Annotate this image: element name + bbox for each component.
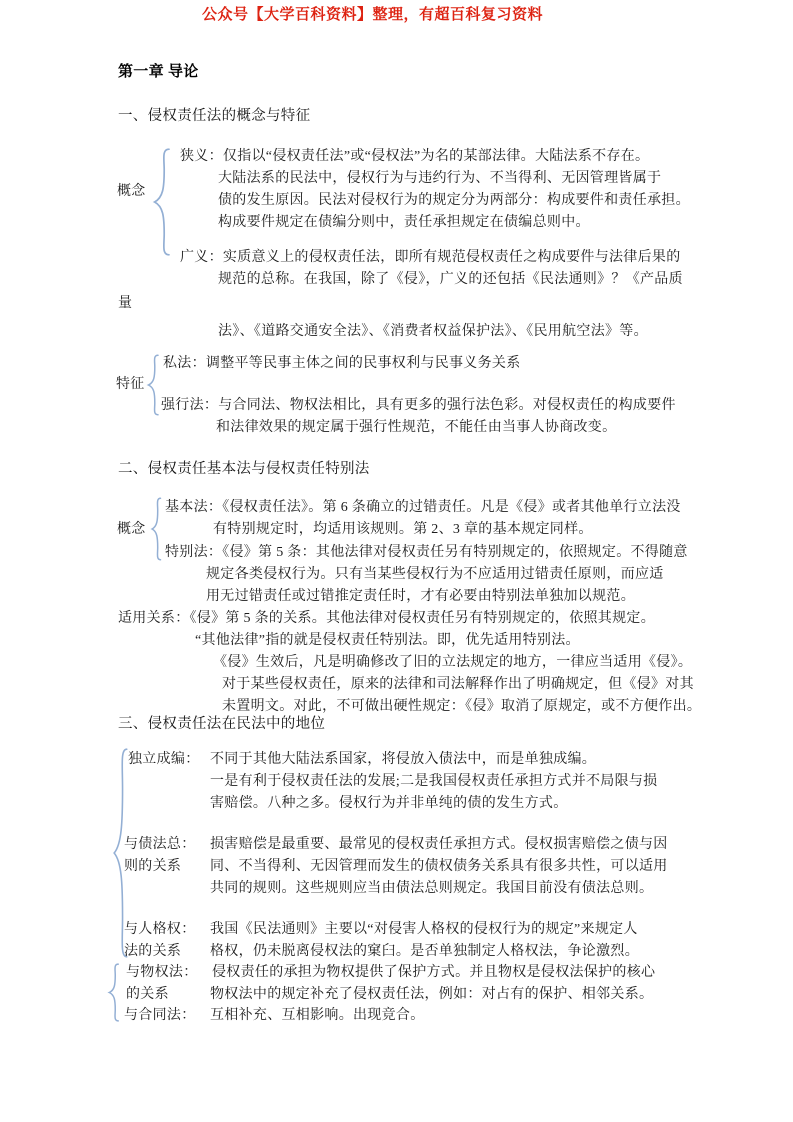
mandatory-line-1: 强行法：与合同法、物权法相比，具有更多的强行法色彩。对侵权责任的构成要件 (161, 398, 676, 413)
narrow-line-1: 狭义：仅指以“侵权责任法”或“侵权法”为名的某部法律。大陆法系不存在。 (180, 149, 650, 164)
broad-line-1: 广义：实质意义上的侵权责任法，即所有规范侵权责任之构成要件与法律后果的 (180, 250, 681, 265)
chapter-title: 第一章 导论 (118, 64, 199, 80)
mandatory-line-2: 和法律效果的规定属于强行性规范，不能任由当事人协商改变。 (216, 420, 617, 435)
banner-text: 公众号【大学百科资料】整理，有超百科复习资料 (202, 7, 544, 23)
narrow-line-2: 大陆法系的民法中，侵权行为与违约行为、不当得利、无因管理皆属于 (218, 171, 662, 186)
curly-brace-feature (146, 354, 162, 416)
basic-law-line-1: 基本法：《侵权责任法》。第 6 条确立的过错责任。凡是《侵》或者其他单行立法没 (165, 500, 681, 515)
application-line-1: 适用关系：《侵》第 5 条的关系。其他法律对侵权责任另有特别规定的，依照其规定。 (118, 611, 655, 626)
narrow-line-4: 构成要件规定在债编分则中，责任承担规定在债编总则中。 (218, 215, 590, 230)
debt-label-2: 则的关系 (124, 859, 182, 874)
private-law-line: 私法：调整平等民事主体之间的民事权利与民事义务关系 (163, 356, 521, 371)
curly-brace-concept-1 (151, 147, 175, 257)
debt-line-1: 损害赔偿是最重要、最常见的侵权责任承担方式。侵权损害赔偿之债与因 (210, 837, 668, 852)
special-law-line-1: 特别法：《侵》第 5 条：其他法律对侵权责任另有特别规定的，依照规定。不得随意 (165, 545, 688, 560)
curly-brace-concept-2 (150, 497, 164, 561)
independent-line-1: 不同于其他大陆法系国家，将侵放入债法中，而是单独成编。 (210, 752, 597, 767)
feature-label: 特征 (116, 377, 145, 392)
contract-label: 与合同法： (124, 1008, 196, 1023)
application-line-4: 对于某些侵权责任，原来的法律和司法解释作出了明确规定，但《侵》对其 (222, 677, 694, 692)
personality-label-1: 与人格权： (124, 922, 196, 937)
curly-brace-property-group (107, 963, 122, 1022)
section2-heading: 二、侵权责任基本法与侵权责任特别法 (118, 461, 370, 477)
broad-overflow-char: 量 (118, 296, 133, 311)
application-line-2: “其他法律”指的就是侵权责任特别法。即，优先适用特别法。 (195, 633, 580, 648)
broad-line-2: 规范的总称。在我国，除了《侵》，广义的还包括《民法通则》？《产品质 (218, 272, 683, 287)
section3-heading: 三、侵权责任法在民法中的地位 (118, 716, 326, 732)
concept-label-1: 概念 (117, 184, 146, 199)
narrow-line-3: 债的发生原因。民法对侵权行为的规定分为两部分：构成要件和责任承担。 (218, 193, 690, 208)
personality-line-2: 格权，仍未脱离侵权法的窠臼。是否单独制定人格权法，争论激烈。 (210, 944, 639, 959)
independent-line-2: 一是有利于侵权责任法的发展;二是我国侵权责任承担方式并不局限与损 (210, 774, 658, 789)
application-line-5: 未置明文。对此，不可做出硬性规定：《侵》取消了原规定，或不方便作出。 (222, 699, 702, 714)
section1-heading: 一、侵权责任法的概念与特征 (118, 108, 311, 124)
property-label-2: 的关系 (126, 987, 169, 1002)
broad-line-3: 法》、《道路交通安全法》、《消费者权益保护法》、《民用航空法》等。 (218, 324, 648, 339)
special-law-line-3: 用无过错责任或过错推定责任时，才有必要由特别法单独加以规范。 (206, 589, 635, 604)
debt-label-1: 与债法总： (124, 837, 196, 852)
debt-line-3: 共同的规则。这些规则应当由债法总则规定。我国目前没有债法总则。 (210, 881, 654, 896)
property-line-1: 侵权责任的承担为物权提供了保护方式。并且物权是侵权法保护的核心 (212, 965, 656, 980)
concept-label-2: 概念 (117, 522, 146, 537)
personality-label-2: 法的关系 (124, 944, 182, 959)
personality-line-1: 我国《民法通则》主要以“对侵害人格权的侵权行为的规定”来规定人 (210, 922, 638, 937)
property-label-1: 与物权法： (126, 965, 198, 980)
basic-law-line-2: 有特别规定时，均适用该规则。第 2、3 章的基本规定同样。 (213, 522, 593, 537)
special-law-line-2: 规定各类侵权行为。只有当某些侵权行为不应适用过错责任原则，而应适 (206, 567, 664, 582)
debt-line-2: 同、不当得利、无因管理而发生的债权债务关系具有很多共性，可以适用 (210, 859, 668, 874)
application-line-3: 《侵》生效后，凡是明确修改了旧的立法规定的地方，一律应当适用《侵》。 (213, 655, 693, 670)
contract-line-1: 互相补充、互相影响。出现竞合。 (210, 1008, 425, 1023)
property-line-2: 物权法中的规定补充了侵权责任法，例如：对占有的保护、相邻关系。 (210, 987, 654, 1002)
independent-label: 独立成编： (128, 752, 200, 767)
independent-line-3: 害赔偿。八种之多。侵权行为并非单纯的债的发生方式。 (210, 796, 568, 811)
